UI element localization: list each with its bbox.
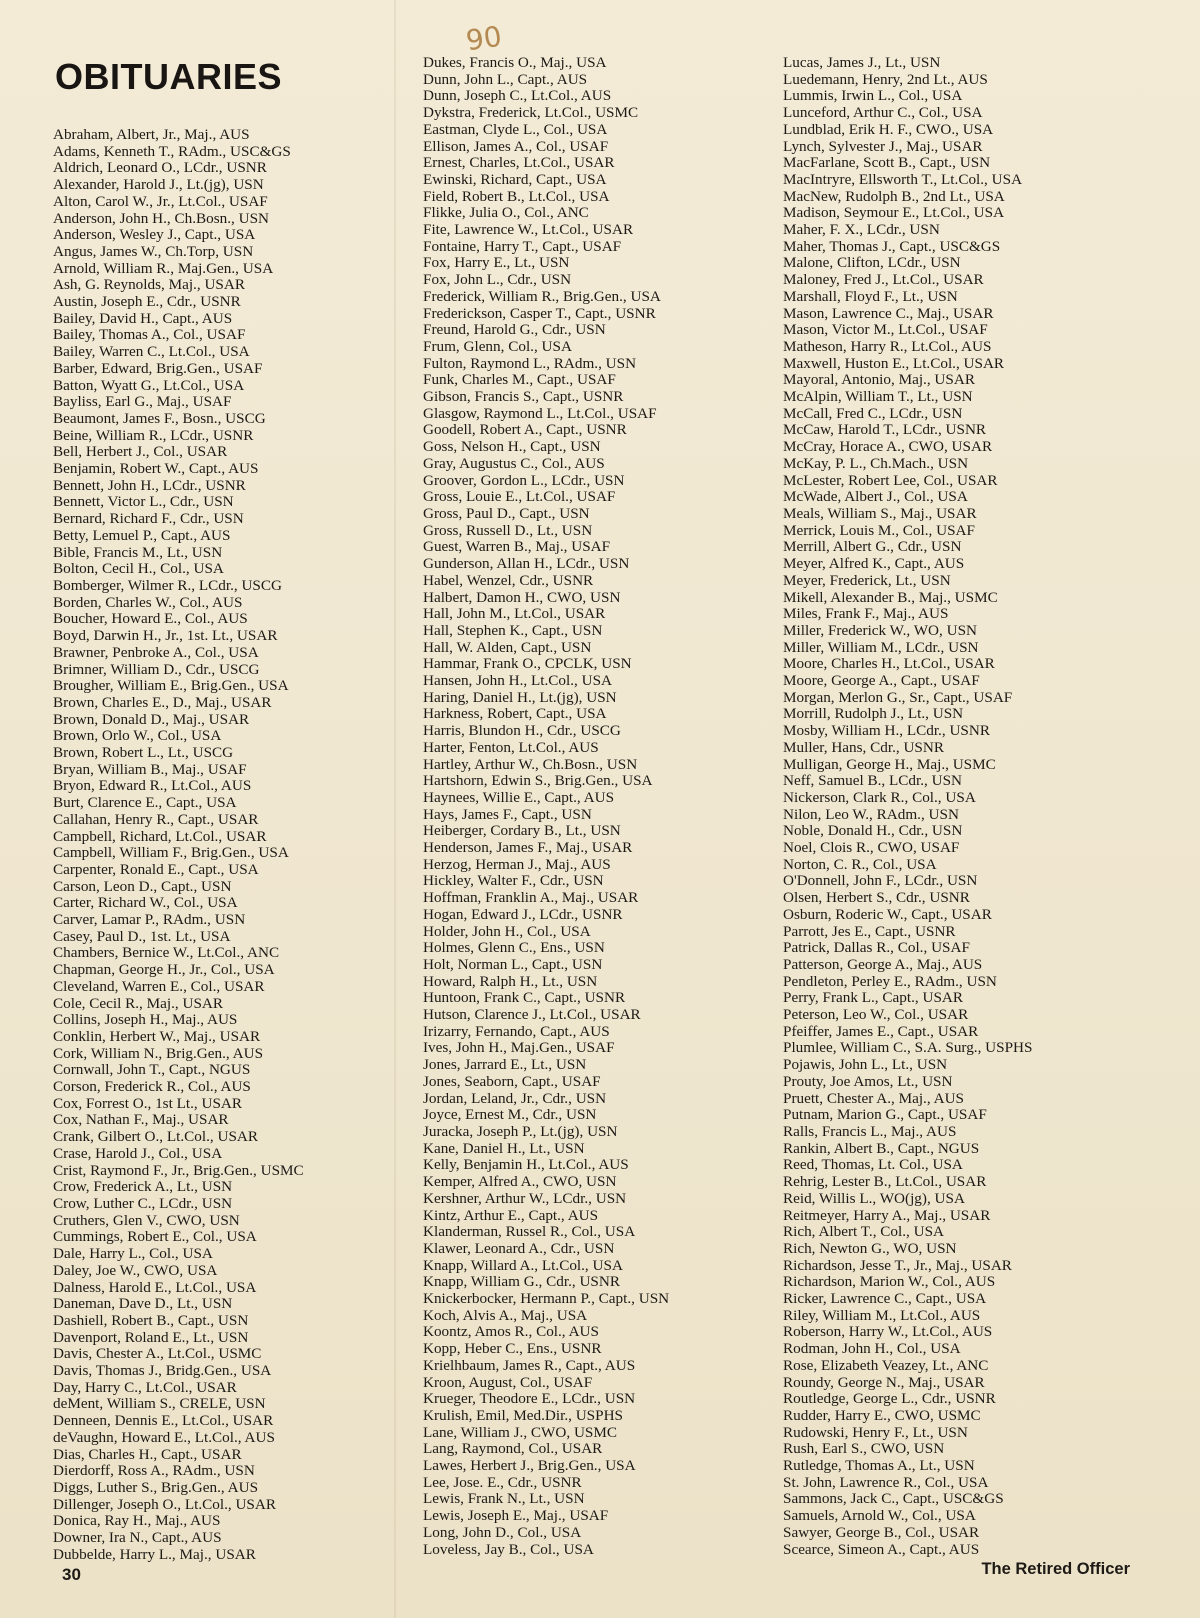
obituary-entry: Crank, Gilbert O., Lt.Col., USAR	[53, 1128, 259, 1146]
obituary-entry: Ives, John H., Maj.Gen., USAF	[423, 1039, 615, 1057]
obituary-entry: Daley, Joe W., CWO, USA	[53, 1261, 218, 1279]
obituary-entry: Cornwall, John T., Capt., NGUS	[53, 1061, 251, 1079]
obituary-entry: Rush, Earl S., CWO, USN	[783, 1440, 945, 1458]
obituary-entry: Fite, Lawrence W., Lt.Col., USAR	[423, 221, 634, 239]
obituary-entry: Ernest, Charles, Lt.Col., USAR	[423, 154, 615, 172]
obituary-entry: Bennett, John H., LCdr., USNR	[53, 476, 246, 494]
obituary-entry: Noble, Donald H., Cdr., USN	[783, 822, 963, 840]
obituary-entry: Field, Robert B., Lt.Col., USA	[423, 187, 610, 205]
obituary-entry: Knapp, Willard A., Lt.Col., USA	[423, 1256, 623, 1274]
obituary-entry: Adams, Kenneth T., RAdm., USC&GS	[53, 142, 291, 160]
obituary-entry: Alton, Carol W., Jr., Lt.Col., USAF	[53, 192, 268, 210]
obituary-entry: Moore, Charles H., Lt.Col., USAR	[783, 655, 995, 673]
obituary-entry: Fulton, Raymond L., RAdm., USN	[423, 354, 637, 372]
obituary-entry: Rudowski, Henry F., Lt., USN	[783, 1423, 968, 1441]
obituary-entry: Hogan, Edward J., LCdr., USNR	[423, 905, 623, 923]
obituary-entry: Lummis, Irwin L., Col., USA	[783, 87, 963, 105]
obituary-entry: Glasgow, Raymond L., Lt.Col., USAF	[423, 404, 657, 422]
obituary-entry: Harris, Blundon H., Cdr., USCG	[423, 722, 621, 740]
obituary-entry: Brown, Robert L., Lt., USCG	[53, 744, 234, 762]
obituary-entry: Arnold, William R., Maj.Gen., USA	[53, 259, 274, 277]
obituary-entry: Ricker, Lawrence C., Capt., USA	[783, 1290, 987, 1308]
obituary-entry: Boucher, Howard E., Col., AUS	[53, 610, 248, 628]
publication-name: The Retired Officer	[981, 1560, 1130, 1578]
obituary-entry: Plumlee, William C., S.A. Surg., USPHS	[783, 1039, 1033, 1057]
obituary-entry: Mason, Victor M., Lt.Col., USAF	[783, 321, 988, 339]
obituary-entry: Samuels, Arnold W., Col., USA	[783, 1507, 976, 1525]
obituary-entry: Bomberger, Wilmer R., LCdr., USCG	[53, 576, 282, 594]
obituary-entry: Borden, Charles W., Col., AUS	[53, 593, 243, 611]
obituary-entry: Meyer, Alfred K., Capt., AUS	[783, 555, 965, 573]
obituary-entry: McCall, Fred C., LCdr., USN	[783, 404, 963, 422]
obituary-entry: Merrick, Louis M., Col., USAF	[783, 521, 975, 539]
obituary-entry: Bible, Francis M., Lt., USN	[53, 543, 223, 561]
obituary-entry: Sammons, Jack C., Capt., USC&GS	[783, 1490, 1004, 1508]
obituary-entry: Morrill, Rudolph J., Lt., USN	[783, 705, 964, 723]
obituary-entry: St. John, Lawrence R., Col., USA	[783, 1473, 989, 1491]
obituary-entry: Krulish, Emil, Med.Dir., USPHS	[423, 1406, 623, 1424]
obituary-entry: Callahan, Henry R., Capt., USAR	[53, 810, 259, 828]
obituary-entry: Gross, Paul D., Capt., USN	[423, 504, 590, 522]
obituary-entry: Bolton, Cecil H., Col., USA	[53, 560, 224, 578]
obituary-entry: Bailey, Warren C., Lt.Col., USA	[53, 343, 250, 361]
page-title: OBITUARIES	[55, 56, 283, 97]
obituary-entry: Nilon, Leo W., RAdm., USN	[783, 805, 959, 823]
obituary-entry: Casey, Paul D., 1st. Lt., USA	[53, 927, 231, 945]
obituary-entry: Carpenter, Ronald E., Capt., USA	[53, 860, 259, 878]
obituary-entry: Klawer, Leonard A., Cdr., USN	[423, 1239, 615, 1257]
obituary-entry: Mayoral, Antonio, Maj., USAR	[783, 371, 975, 389]
obituary-entry: MacIntryre, Ellsworth T., Lt.Col., USA	[783, 170, 1023, 188]
obituary-entry: Crist, Raymond F., Jr., Brig.Gen., USMC	[53, 1161, 304, 1179]
obituary-entry: Campbell, William F., Brig.Gen., USA	[53, 844, 289, 862]
obituary-column-3	[783, 55, 1183, 1558]
obituary-entry: Hall, Stephen K., Capt., USN	[423, 621, 603, 639]
obituary-entry: Mason, Lawrence C., Maj., USAR	[783, 304, 994, 322]
obituary-entry: Eastman, Clyde L., Col., USA	[423, 120, 608, 138]
obituary-entry: Merrill, Albert G., Cdr., USN	[783, 538, 962, 556]
obituary-entry: Pfeiffer, James E., Capt., USAR	[783, 1022, 979, 1040]
obituary-entry: Putnam, Marion G., Capt., USAF	[783, 1106, 987, 1124]
obituary-entry: MacNew, Rudolph B., 2nd Lt., USA	[783, 187, 1005, 205]
obituary-entry: Freund, Harold G., Cdr., USN	[423, 321, 606, 339]
obituary-entry: Herzog, Herman J., Maj., AUS	[423, 855, 611, 873]
obituary-entry: Kintz, Arthur E., Capt., AUS	[423, 1206, 599, 1224]
obituary-entry: Koch, Alvis A., Maj., USA	[423, 1306, 588, 1324]
obituary-entry: Donica, Ray H., Maj., AUS	[53, 1512, 221, 1530]
obituary-entry: Matheson, Harry R., Lt.Col., AUS	[783, 337, 992, 355]
obituary-entry: Henderson, James F., Maj., USAR	[423, 839, 633, 857]
obituary-entry: Neff, Samuel B., LCdr., USN	[783, 772, 963, 790]
obituary-entry: Alexander, Harold J., Lt.(jg), USN	[53, 176, 264, 194]
obituary-entry: Rankin, Albert B., Capt., NGUS	[783, 1139, 980, 1157]
obituary-entry: Richardson, Jesse T., Jr., Maj., USAR	[783, 1256, 1012, 1274]
obituary-entry: Hartshorn, Edwin S., Brig.Gen., USA	[423, 772, 653, 790]
obituary-entry: Luedemann, Henry, 2nd Lt., AUS	[783, 70, 988, 88]
obituary-entry: Crase, Harold J., Col., USA	[53, 1144, 223, 1162]
obituary-entry: Lane, William J., CWO, USMC	[423, 1423, 618, 1441]
obituary-entry: Holt, Norman L., Capt., USN	[423, 955, 603, 973]
obituary-entry: Hall, W. Alden, Capt., USN	[423, 638, 592, 656]
obituary-entry: Bell, Herbert J., Col., USAR	[53, 443, 228, 461]
obituary-entry: Holmes, Glenn C., Ens., USN	[423, 939, 605, 957]
obituary-entry: Krielhbaum, James R., Capt., AUS	[423, 1356, 636, 1374]
obituary-entry: Ralls, Francis L., Maj., AUS	[783, 1123, 957, 1140]
obituary-entry: Ash, G. Reynolds, Maj., USAR	[53, 276, 245, 294]
obituary-entry: Cox, Nathan F., Maj., USAR	[53, 1111, 229, 1129]
obituary-entry: Olsen, Herbert S., Cdr., USNR	[783, 889, 970, 907]
obituary-entry: Gray, Augustus C., Col., AUS	[423, 454, 605, 472]
obituary-entry: McLester, Robert Lee, Col., USAR	[783, 471, 998, 489]
obituary-entry: Hall, John M., Lt.Col., USAR	[423, 605, 606, 623]
obituary-entry: Mosby, William H., LCdr., USNR	[783, 722, 990, 740]
obituary-entry: Gibson, Francis S., Capt., USNR	[423, 388, 624, 406]
obituary-entry: Hickley, Walter F., Cdr., USN	[423, 872, 604, 890]
obituary-entry: Joyce, Ernest M., Cdr., USN	[423, 1106, 597, 1124]
obituary-entry: Miles, Frank F., Maj., AUS	[783, 605, 949, 623]
obituary-entry: Hammar, Frank O., CPCLK, USN	[423, 655, 632, 673]
obituary-entry: Haring, Daniel H., Lt.(jg), USN	[423, 688, 617, 706]
obituary-entry: Fox, John L., Cdr., USN	[423, 271, 572, 289]
obituary-entry: Batton, Wyatt G., Lt.Col., USA	[53, 376, 245, 394]
obituary-entry: Miller, William M., LCdr., USN	[783, 638, 979, 656]
obituary-entry: Dias, Charles H., Capt., USAR	[53, 1445, 242, 1463]
obituary-entry: Knapp, William G., Cdr., USNR	[423, 1273, 620, 1291]
obituary-entry: Day, Harry C., Lt.Col., USAR	[53, 1378, 237, 1396]
obituary-entry: Dukes, Francis O., Maj., USA	[423, 54, 607, 71]
obituary-entry: Kelly, Benjamin H., Lt.Col., AUS	[423, 1156, 629, 1174]
obituary-entry: Chapman, George H., Jr., Col., USA	[53, 961, 275, 979]
obituary-entry: Meals, William S., Maj., USAR	[783, 504, 977, 522]
obituary-entry: Norton, C. R., Col., USA	[783, 855, 937, 873]
obituary-entry: Campbell, Richard, Lt.Col., USAR	[53, 827, 267, 845]
obituary-entry: Gross, Russell D., Lt., USN	[423, 521, 593, 539]
obituary-entry: Reitmeyer, Harry A., Maj., USAR	[783, 1206, 991, 1224]
obituary-entry: McAlpin, William T., Lt., USN	[783, 388, 973, 406]
obituary-entry: Lundblad, Erik H. F., CWO., USA	[783, 120, 994, 138]
obituary-entry: Betty, Lemuel P., Capt., AUS	[53, 526, 231, 544]
obituary-entry: Dale, Harry L., Col., USA	[53, 1245, 213, 1263]
obituary-entry: Gross, Louie E., Lt.Col., USAF	[423, 488, 616, 506]
obituary-entry: Groover, Gordon L., LCdr., USN	[423, 471, 625, 489]
obituary-entry: MacFarlane, Scott B., Capt., USN	[783, 154, 991, 172]
obituary-entry: Fox, Harry E., Lt., USN	[423, 254, 570, 272]
obituary-entry: Moore, George A., Capt., USAF	[783, 672, 980, 690]
obituary-entry: Knickerbocker, Hermann P., Capt., USN	[423, 1290, 670, 1308]
obituary-entry: Kershner, Arthur W., LCdr., USN	[423, 1189, 627, 1207]
obituary-entry: Ewinski, Richard, Capt., USA	[423, 170, 607, 188]
obituary-entry: Boyd, Darwin H., Jr., 1st. Lt., USAR	[53, 627, 278, 645]
obituary-entry: Dillenger, Joseph O., Lt.Col., USAR	[53, 1495, 276, 1513]
obituary-entry: Brown, Donald D., Maj., USAR	[53, 710, 250, 728]
obituary-entry: Parrott, Jes E., Capt., USNR	[783, 922, 956, 940]
obituary-entry: Kroon, August, Col., USAF	[423, 1373, 593, 1391]
obituary-entry: Richardson, Marion W., Col., AUS	[783, 1273, 996, 1291]
obituary-entry: Lewis, Joseph E., Maj., USAF	[423, 1507, 609, 1525]
obituary-entry: Conklin, Herbert W., Maj., USAR	[53, 1027, 261, 1045]
obituary-entry: Dierdorff, Ross A., RAdm., USN	[53, 1462, 255, 1480]
obituary-entry: McCaw, Harold T., LCdr., USNR	[783, 421, 987, 439]
obituary-entry: Reid, Willis L., WO(jg), USA	[783, 1189, 965, 1207]
obituary-entry: Flikke, Julia O., Col., ANC	[423, 204, 589, 222]
obituary-entry: Maloney, Fred J., Lt.Col., USAR	[783, 271, 984, 289]
obituary-entry: deMent, William S., CRELE, USN	[53, 1395, 266, 1413]
obituary-entry: Goss, Nelson H., Capt., USN	[423, 438, 601, 456]
obituary-entry: Haynees, Willie E., Capt., AUS	[423, 788, 615, 806]
obituary-entry: Carver, Lamar P., RAdm., USN	[53, 911, 246, 929]
obituary-entry: Riley, William M., Lt.Col., AUS	[783, 1306, 981, 1324]
obituary-entry: Hays, James F., Capt., USN	[423, 805, 592, 823]
obituary-entry: Peterson, Leo W., Col., USAR	[783, 1006, 969, 1024]
obituary-entry: Diggs, Luther S., Brig.Gen., AUS	[53, 1478, 259, 1496]
obituary-entry: Cox, Forrest O., 1st Lt., USAR	[53, 1094, 243, 1112]
obituary-entry: Noel, Clois R., CWO, USAF	[783, 839, 960, 857]
obituary-entry: Perry, Frank L., Capt., USAR	[783, 989, 963, 1007]
obituary-entry: Patrick, Dallas R., Col., USAF	[783, 939, 970, 957]
obituary-entry: Cole, Cecil R., Maj., USAR	[53, 994, 224, 1012]
obituary-entry: Madison, Seymour E., Lt.Col., USA	[783, 204, 1005, 222]
obituary-entry: Bryon, Edward R., Lt.Col., AUS	[53, 777, 252, 795]
obituary-entry: Anderson, John H., Ch.Bosn., USN	[53, 209, 270, 227]
obituary-entry: Cleveland, Warren E., Col., USAR	[53, 977, 265, 995]
obituary-entry: Benjamin, Robert W., Capt., AUS	[53, 460, 259, 478]
obituary-entry: Beine, William R., LCdr., USNR	[53, 426, 254, 444]
obituary-entry: Miller, Frederick W., WO, USN	[783, 621, 977, 639]
obituary-column-1	[53, 127, 413, 1563]
obituary-entry: Cruthers, Glen V., CWO, USN	[53, 1211, 240, 1229]
obituary-entry: deVaughn, Howard E., Lt.Col., AUS	[53, 1428, 275, 1446]
obituary-entry: Barber, Edward, Brig.Gen., USAF	[53, 359, 263, 377]
obituary-entry: Mulligan, George H., Maj., USMC	[783, 755, 996, 773]
obituary-entry: Reed, Thomas, Lt. Col., USA	[783, 1156, 963, 1174]
obituary-entry: Fontaine, Harry T., Capt., USAF	[423, 237, 622, 255]
obituary-entry: Maxwell, Huston E., Lt.Col., USAR	[783, 354, 1005, 372]
obituary-entry: Davis, Chester A., Lt.Col., USMC	[53, 1345, 262, 1363]
obituary-entry: Chambers, Bernice W., Lt.Col., ANC	[53, 944, 280, 962]
obituary-column-2	[423, 55, 773, 1558]
obituary-entry: Rudder, Harry E., CWO, USMC	[783, 1406, 981, 1424]
obituary-entry: Bailey, David H., Capt., AUS	[53, 309, 233, 327]
obituary-entry: Harter, Fenton, Lt.Col., AUS	[423, 738, 599, 756]
obituary-entry: Harkness, Robert, Capt., USA	[423, 705, 607, 723]
obituary-entry: Pendleton, Perley E., RAdm., USN	[783, 972, 997, 990]
obituary-entry: Cork, William N., Brig.Gen., AUS	[53, 1044, 264, 1062]
obituary-entry: Aldrich, Leonard O., LCdr., USNR	[53, 159, 267, 177]
obituary-entry: Carson, Leon D., Capt., USN	[53, 877, 232, 895]
obituary-entry: Rutledge, Thomas A., Lt., USN	[783, 1457, 975, 1475]
obituary-entry: Habel, Wenzel, Cdr., USNR	[423, 571, 594, 589]
obituary-entry: Hartley, Arthur W., Ch.Bosn., USN	[423, 755, 638, 773]
obituary-entry: Frederick, William R., Brig.Gen., USA	[423, 287, 661, 305]
obituary-entry: Brimner, William D., Cdr., USCG	[53, 660, 260, 678]
obituary-entry: Lucas, James J., Lt., USN	[783, 54, 941, 71]
obituary-entry: Angus, James W., Ch.Torp, USN	[53, 242, 254, 260]
obituary-entry: Bailey, Thomas A., Col., USAF	[53, 326, 246, 344]
obituary-entry: Klanderman, Russel R., Col., USA	[423, 1223, 636, 1241]
obituary-entry: Holder, John H., Col., USA	[423, 922, 591, 940]
obituary-entry: Muller, Hans, Cdr., USNR	[783, 738, 944, 756]
obituary-entry: McCray, Horace A., CWO, USAR	[783, 438, 993, 456]
obituary-entry: Beaumont, James F., Bosn., USCG	[53, 409, 266, 427]
obituary-entry: Rich, Newton G., WO, USN	[783, 1239, 957, 1257]
obituary-entry: Dunn, John L., Capt., AUS	[423, 70, 588, 88]
obituary-entry: Brown, Charles E., D., Maj., USAR	[53, 693, 272, 711]
obituary-entry: McWade, Albert J., Col., USA	[783, 488, 968, 506]
obituary-entry: McKay, P. L., Ch.Mach., USN	[783, 454, 969, 472]
obituary-entry: Malone, Clifton, LCdr., USN	[783, 254, 961, 272]
obituary-entry: Guest, Warren B., Maj., USAF	[423, 538, 611, 556]
obituary-entry: Lee, Jose. E., Cdr., USNR	[423, 1473, 582, 1491]
obituary-entry: O'Donnell, John F., LCdr., USN	[783, 872, 978, 890]
obituary-entry: Crow, Frederick A., Lt., USN	[53, 1178, 233, 1196]
obituary-entry: Brawner, Penbroke A., Col., USA	[53, 643, 259, 661]
obituary-entry: Goodell, Robert A., Capt., USNR	[423, 421, 627, 439]
obituary-entry: Dubbelde, Harry L., Maj., USAR	[53, 1545, 256, 1563]
obituary-entry: Carter, Richard W., Col., USA	[53, 894, 238, 912]
obituary-entry: Anderson, Wesley J., Capt., USA	[53, 226, 256, 244]
obituary-entry: Lawes, Herbert J., Brig.Gen., USA	[423, 1457, 636, 1475]
obituary-entry: Bernard, Richard F., Cdr., USN	[53, 510, 244, 528]
obituary-entry: Abraham, Albert, Jr., Maj., AUS	[53, 126, 250, 143]
obituary-entry: Davenport, Roland E., Lt., USN	[53, 1328, 249, 1346]
obituary-entry: Lynch, Sylvester J., Maj., USAR	[783, 137, 983, 155]
obituary-entry: Pruett, Chester A., Maj., AUS	[783, 1089, 964, 1107]
obituary-entry: Juracka, Joseph P., Lt.(jg), USN	[423, 1123, 618, 1140]
obituary-entry: Dalness, Harold E., Lt.Col., USA	[53, 1278, 257, 1296]
obituary-entry: Hansen, John H., Lt.Col., USA	[423, 672, 612, 690]
obituary-entry: Roberson, Harry W., Lt.Col., AUS	[783, 1323, 993, 1341]
obituary-entry: Howard, Ralph H., Lt., USN	[423, 972, 598, 990]
obituary-entry: Hutson, Clarence J., Lt.Col., USAR	[423, 1006, 641, 1024]
obituary-entry: Cummings, Robert E., Col., USA	[53, 1228, 257, 1246]
obituary-entry: Loveless, Jay B., Col., USA	[423, 1540, 594, 1558]
obituary-entry: Burt, Clarence E., Capt., USA	[53, 794, 237, 812]
obituary-entry: Jordan, Leland, Jr., Cdr., USN	[423, 1089, 607, 1107]
obituary-entry: Huntoon, Frank C., Capt., USNR	[423, 989, 626, 1007]
obituary-entry: Collins, Joseph H., Maj., AUS	[53, 1011, 238, 1029]
obituary-entry: Rich, Albert T., Col., USA	[783, 1223, 945, 1241]
obituary-entry: Ellison, James A., Col., USAF	[423, 137, 609, 155]
obituary-entry: Heiberger, Cordary B., Lt., USN	[423, 822, 621, 840]
obituary-entry: Hoffman, Franklin A., Maj., USAR	[423, 889, 639, 907]
obituary-entry: Nickerson, Clark R., Col., USA	[783, 788, 976, 806]
obituary-entry: Scearce, Simeon A., Capt., AUS	[783, 1540, 980, 1558]
obituary-entry: Funk, Charles M., Capt., USAF	[423, 371, 616, 389]
obituary-entry: Mikell, Alexander B., Maj., USMC	[783, 588, 998, 606]
obituary-entry: Routledge, George L., Cdr., USNR	[783, 1390, 996, 1408]
obituary-entry: Lang, Raymond, Col., USAR	[423, 1440, 603, 1458]
obituary-entry: Austin, Joseph E., Cdr., USNR	[53, 293, 241, 311]
obituary-entry: Krueger, Theodore E., LCdr., USN	[423, 1390, 636, 1408]
obituary-entry: Jones, Seaborn, Capt., USAF	[423, 1072, 601, 1090]
obituary-entry: Brougher, William E., Brig.Gen., USA	[53, 677, 289, 695]
obituary-entry: Morgan, Merlon G., Sr., Capt., USAF	[783, 688, 1013, 706]
obituary-entry: Sawyer, George B., Col., USAR	[783, 1523, 980, 1541]
obituary-entry: Halbert, Damon H., CWO, USN	[423, 588, 621, 606]
obituary-entry: Roundy, George N., Maj., USAR	[783, 1373, 985, 1391]
obituary-entry: Frum, Glenn, Col., USA	[423, 337, 572, 355]
obituary-entry: Lewis, Frank N., Lt., USN	[423, 1490, 585, 1508]
obituary-entry: Frederickson, Casper T., Capt., USNR	[423, 304, 656, 322]
obituary-entry: Bayliss, Earl G., Maj., USAF	[53, 393, 232, 411]
obituary-entry: Rodman, John H., Col., USA	[783, 1340, 961, 1358]
page-number: 30	[62, 1565, 81, 1584]
obituary-entry: Meyer, Frederick, Lt., USN	[783, 571, 951, 589]
obituary-entry: Crow, Luther C., LCdr., USN	[53, 1195, 233, 1212]
obituary-entry: Daneman, Dave D., Lt., USN	[53, 1295, 233, 1313]
obituary-entry: Dashiell, Robert B., Capt., USN	[53, 1311, 249, 1329]
obituary-entry: Bryan, William B., Maj., USAF	[53, 760, 247, 778]
obituary-entry: Brown, Orlo W., Col., USA	[53, 727, 222, 745]
obituary-entry: Kane, Daniel H., Lt., USN	[423, 1139, 585, 1157]
obituary-entry: Kemper, Alfred A., CWO, USN	[423, 1173, 617, 1191]
obituary-entry: Lunceford, Arthur C., Col., USA	[783, 104, 983, 122]
obituary-entry: Rehrig, Lester B., Lt.Col., USAR	[783, 1173, 987, 1191]
obituary-entry: Denneen, Dennis E., Lt.Col., USAR	[53, 1412, 274, 1430]
obituary-entry: Maher, Thomas J., Capt., USC&GS	[783, 237, 1001, 255]
obituary-entry: Dunn, Joseph C., Lt.Col., AUS	[423, 87, 612, 105]
obituary-entry: Downer, Ira N., Capt., AUS	[53, 1529, 222, 1547]
obituary-entry: Long, John D., Col., USA	[423, 1523, 582, 1541]
obituary-entry: Osburn, Roderic W., Capt., USAR	[783, 905, 992, 923]
obituary-entry: Irizarry, Fernando, Capt., AUS	[423, 1022, 610, 1040]
obituary-entry: Davis, Thomas J., Bridg.Gen., USA	[53, 1362, 272, 1380]
obituary-entry: Koontz, Amos R., Col., AUS	[423, 1323, 599, 1341]
obituary-entry: Rose, Elizabeth Veazey, Lt., ANC	[783, 1356, 989, 1374]
obituary-entry: Prouty, Joe Amos, Lt., USN	[783, 1072, 953, 1090]
obituary-entry: Bennett, Victor L., Cdr., USN	[53, 493, 234, 511]
obituary-entry: Pojawis, John L., Lt., USN	[783, 1056, 948, 1074]
obituary-entry: Gunderson, Allan H., LCdr., USN	[423, 555, 630, 573]
handwritten-mark: 90	[463, 19, 504, 58]
obituary-entry: Patterson, George A., Maj., AUS	[783, 955, 983, 973]
obituary-entry: Kopp, Heber C., Ens., USNR	[423, 1340, 602, 1358]
obituary-entry: Jones, Jarrard E., Lt., USN	[423, 1056, 587, 1074]
obituary-entry: Marshall, Floyd F., Lt., USN	[783, 287, 958, 305]
obituary-entry: Dykstra, Frederick, Lt.Col., USMC	[423, 104, 639, 122]
obituary-entry: Corson, Frederick R., Col., AUS	[53, 1078, 251, 1096]
obituary-entry: Maher, F. X., LCdr., USN	[783, 221, 940, 239]
